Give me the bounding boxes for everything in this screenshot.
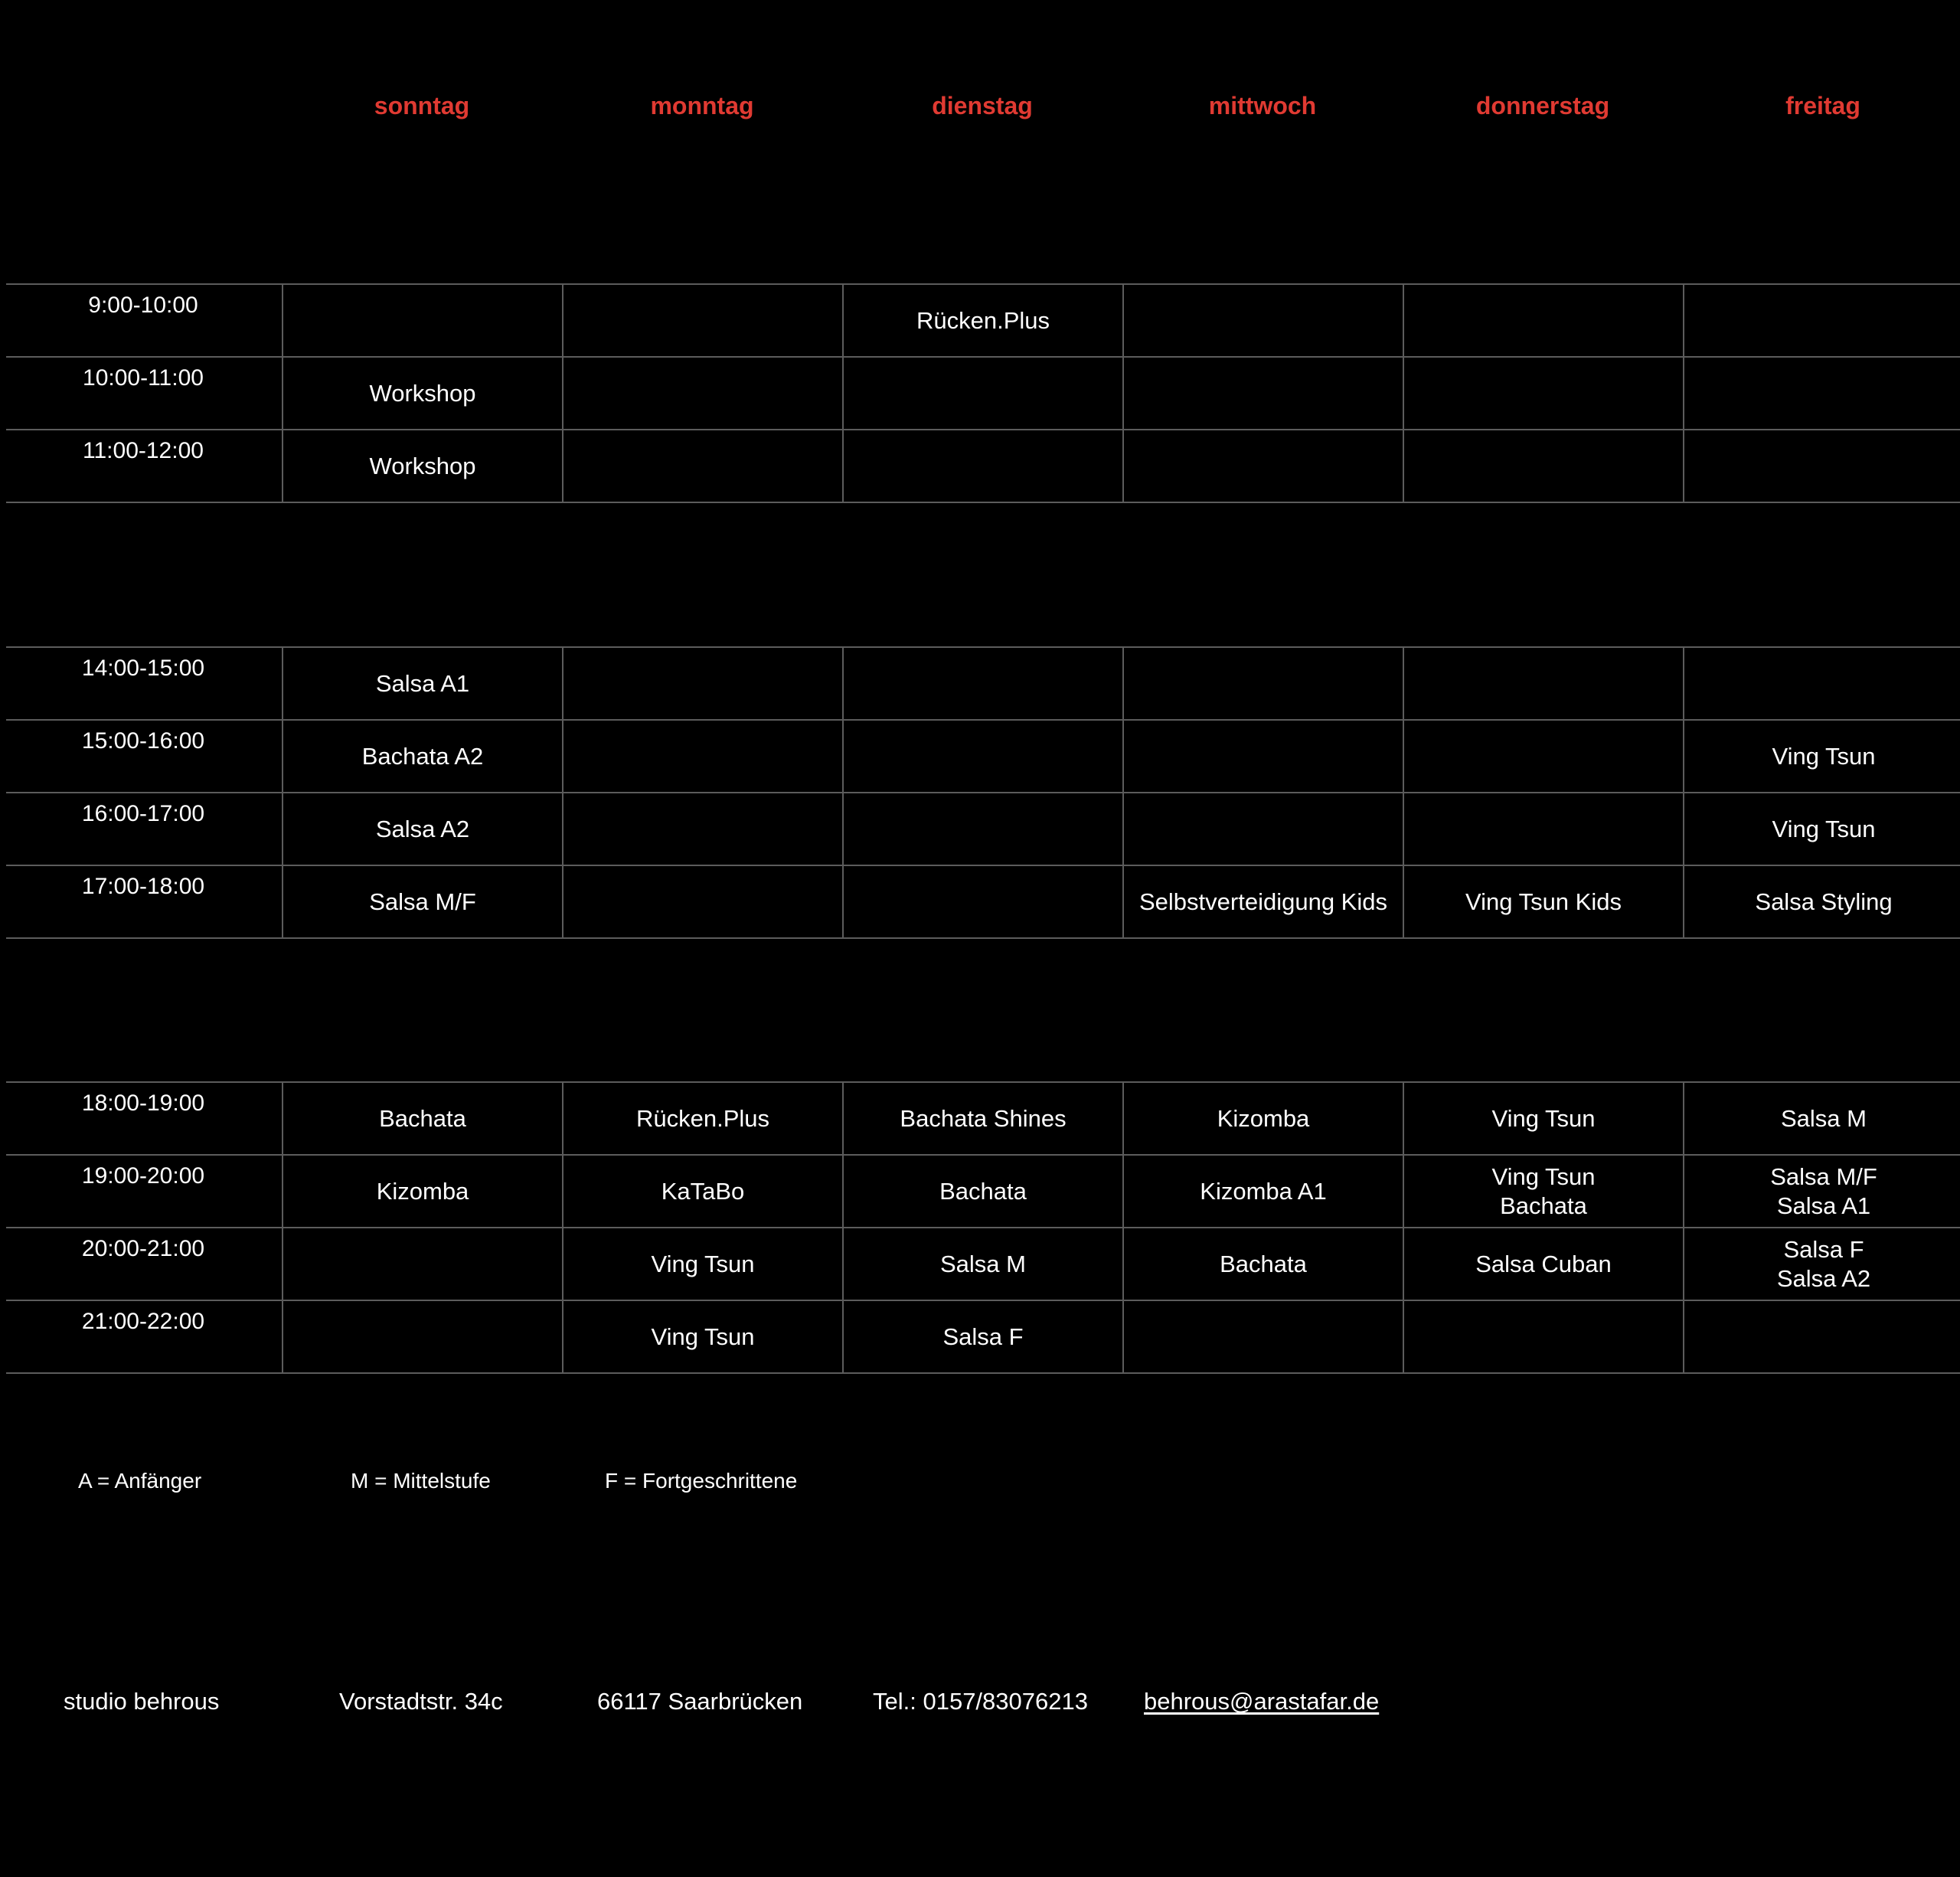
- class-name: Bachata A2: [361, 742, 484, 770]
- class-cell-mittwoch: [1124, 1083, 1403, 1154]
- class-name: Ving Tsun: [651, 1323, 755, 1350]
- class-cell-monntag: [564, 721, 842, 792]
- day-header-dienstag: dienstag: [932, 92, 1033, 119]
- class-name: Salsa F: [942, 1323, 1024, 1350]
- class-cell-dienstag: [844, 1301, 1122, 1372]
- day-header-donnerstag: donnerstag: [1475, 92, 1610, 119]
- class-cell-mittwoch: [1124, 358, 1403, 429]
- class-cell-freitag: [1684, 866, 1960, 937]
- footer-email-link[interactable]: behrous@arastafar.de: [1144, 1688, 1380, 1715]
- footer-studio-name: studio behrous: [64, 1688, 220, 1715]
- class-name: Bachata: [1220, 1250, 1307, 1277]
- class-cell-dienstag: [844, 285, 1122, 356]
- class-cell-monntag: [564, 358, 842, 429]
- class-cell-mittwoch: [1124, 721, 1403, 792]
- class-name: Ving Tsun: [651, 1250, 755, 1277]
- class-cell-sonntag: [283, 358, 562, 429]
- day-header-sonntag: sonntag: [374, 92, 470, 119]
- class-cell-donnerstag: [1404, 1083, 1683, 1154]
- class-cell-donnerstag: [1404, 1228, 1683, 1300]
- day-header-freitag: freitag: [1785, 92, 1860, 119]
- class-cell-monntag: [564, 1083, 842, 1154]
- class-cell-dienstag: [844, 430, 1122, 502]
- time-slot-label: 10:00-11:00: [83, 365, 204, 391]
- class-name: Salsa A2: [1776, 1264, 1871, 1292]
- time-slot-label: 20:00-21:00: [81, 1236, 205, 1261]
- class-cell-monntag: [564, 285, 842, 356]
- class-cell-freitag: [1684, 1156, 1960, 1227]
- class-cell-sonntag: [283, 1083, 562, 1154]
- class-cell-freitag: [1684, 1228, 1960, 1300]
- footer-phone: Tel.: 0157/83076213: [873, 1688, 1088, 1715]
- class-cell-monntag: [564, 1228, 842, 1300]
- class-cell-donnerstag: [1404, 358, 1683, 429]
- class-cell-dienstag: [844, 648, 1122, 719]
- class-name: Kizomba: [376, 1177, 469, 1205]
- class-name: KaTaBo: [661, 1177, 745, 1205]
- class-name: Ving Tsun: [1772, 742, 1876, 770]
- class-name: Salsa M: [940, 1250, 1026, 1277]
- class-name: Rücken.Plus: [635, 1104, 770, 1132]
- class-cell-sonntag: [283, 1228, 562, 1300]
- class-name: Salsa M/F: [369, 888, 476, 915]
- class-cell-monntag: [564, 866, 842, 937]
- class-cell-freitag: [1684, 358, 1960, 429]
- class-cell-mittwoch: [1124, 285, 1403, 356]
- time-slot-label: 18:00-19:00: [81, 1091, 205, 1116]
- class-cell-monntag: [564, 793, 842, 865]
- day-header-monntag: monntag: [650, 92, 754, 119]
- class-name: Rücken.Plus: [916, 306, 1050, 334]
- class-name: Kizomba: [1217, 1104, 1310, 1132]
- class-name: Bachata Shines: [900, 1104, 1067, 1132]
- grid-line-horizontal: [6, 502, 1960, 503]
- time-slot-label: 19:00-20:00: [81, 1163, 205, 1189]
- legend-advanced: F = Fortgeschrittene: [605, 1469, 798, 1493]
- class-cell-donnerstag: [1404, 793, 1683, 865]
- class-cell-sonntag: [283, 1156, 562, 1227]
- class-cell-freitag: [1684, 793, 1960, 865]
- class-cell-mittwoch: [1124, 1156, 1403, 1227]
- schedule-block: [6, 646, 1960, 939]
- class-name: Bachata: [379, 1104, 466, 1132]
- class-name: Ving Tsun: [1491, 1162, 1596, 1190]
- legend-beginner: A = Anfänger: [78, 1469, 202, 1493]
- class-name: Ving Tsun Kids: [1465, 888, 1622, 915]
- schedule-block: [6, 1081, 1960, 1374]
- class-cell-donnerstag: [1404, 648, 1683, 719]
- class-cell-sonntag: [283, 721, 562, 792]
- time-slot-label: 21:00-22:00: [81, 1309, 205, 1334]
- class-cell-dienstag: [844, 1228, 1122, 1300]
- class-name: Salsa M/F: [1770, 1162, 1877, 1190]
- class-name: Workshop: [369, 452, 476, 479]
- legend-intermediate: M = Mittelstufe: [351, 1469, 491, 1493]
- class-name: Salsa A1: [1776, 1192, 1871, 1219]
- class-cell-dienstag: [844, 358, 1122, 429]
- class-name: Bachata: [1500, 1192, 1587, 1219]
- class-cell-monntag: [564, 1301, 842, 1372]
- schedule-block: [6, 283, 1960, 503]
- class-name: Salsa A1: [375, 669, 470, 697]
- class-name: Salsa Cuban: [1475, 1250, 1612, 1277]
- class-name: Kizomba A1: [1200, 1177, 1327, 1205]
- class-name: Selbstverteidigung Kids: [1139, 888, 1387, 915]
- class-cell-mittwoch: [1124, 866, 1403, 937]
- time-slot-label: 14:00-15:00: [81, 656, 205, 681]
- class-name: Ving Tsun: [1772, 815, 1876, 842]
- class-name: Workshop: [369, 379, 476, 407]
- class-cell-monntag: [564, 1156, 842, 1227]
- class-cell-donnerstag: [1404, 1156, 1683, 1227]
- class-cell-dienstag: [844, 721, 1122, 792]
- class-name: Ving Tsun: [1491, 1104, 1596, 1132]
- class-cell-mittwoch: [1124, 793, 1403, 865]
- class-name: Salsa F: [1783, 1235, 1864, 1263]
- class-cell-monntag: [564, 430, 842, 502]
- class-cell-sonntag: [283, 285, 562, 356]
- class-cell-mittwoch: [1124, 430, 1403, 502]
- class-cell-sonntag: [283, 793, 562, 865]
- footer-street: Vorstadtstr. 34c: [339, 1688, 503, 1715]
- class-cell-donnerstag: [1404, 285, 1683, 356]
- class-cell-dienstag: [844, 1156, 1122, 1227]
- time-slot-label: 17:00-18:00: [81, 874, 205, 899]
- class-cell-donnerstag: [1404, 1301, 1683, 1372]
- class-cell-donnerstag: [1404, 721, 1683, 792]
- time-slot-label: 15:00-16:00: [81, 728, 205, 754]
- class-cell-sonntag: [283, 648, 562, 719]
- time-slot-label: 11:00-12:00: [83, 438, 204, 463]
- class-cell-mittwoch: [1124, 648, 1403, 719]
- class-cell-dienstag: [844, 793, 1122, 865]
- class-cell-freitag: [1684, 721, 1960, 792]
- time-slot-label: 9:00-10:00: [88, 293, 198, 318]
- class-name: Salsa Styling: [1755, 888, 1893, 915]
- time-slot-label: 16:00-17:00: [81, 801, 205, 826]
- class-cell-donnerstag: [1404, 866, 1683, 937]
- footer-city: 66117 Saarbrücken: [597, 1688, 803, 1715]
- class-cell-sonntag: [283, 866, 562, 937]
- grid-line-horizontal: [6, 1372, 1960, 1374]
- class-cell-monntag: [564, 648, 842, 719]
- class-cell-dienstag: [844, 1083, 1122, 1154]
- class-cell-freitag: [1684, 285, 1960, 356]
- class-cell-donnerstag: [1404, 430, 1683, 502]
- day-header-mittwoch: mittwoch: [1208, 92, 1317, 119]
- class-cell-mittwoch: [1124, 1228, 1403, 1300]
- class-cell-sonntag: [283, 430, 562, 502]
- class-cell-freitag: [1684, 1301, 1960, 1372]
- class-cell-freitag: [1684, 648, 1960, 719]
- class-cell-sonntag: [283, 1301, 562, 1372]
- class-cell-freitag: [1684, 1083, 1960, 1154]
- class-cell-freitag: [1684, 430, 1960, 502]
- class-cell-dienstag: [844, 866, 1122, 937]
- class-name: Salsa A2: [375, 815, 470, 842]
- class-name: Bachata: [939, 1177, 1027, 1205]
- class-name: Salsa M: [1781, 1104, 1867, 1132]
- class-cell-mittwoch: [1124, 1301, 1403, 1372]
- grid-line-horizontal: [6, 937, 1960, 939]
